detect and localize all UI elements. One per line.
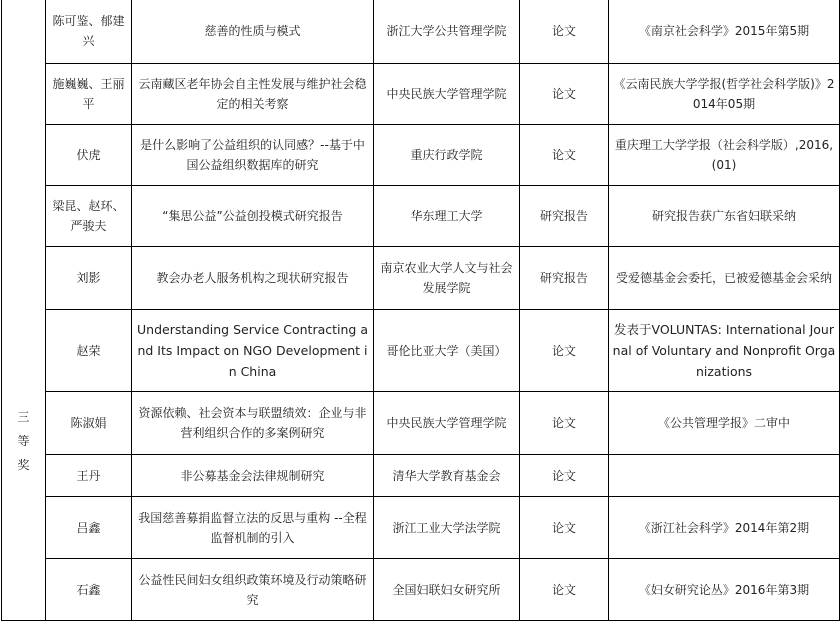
publication-cell: 《妇女研究论丛》2016年第3期 bbox=[609, 559, 840, 621]
publication-cell: 重庆理工大学学报（社会科学版）,2016,(01) bbox=[609, 125, 840, 186]
type-cell: 论文 bbox=[520, 559, 609, 621]
author-cell: 梁昆、赵环、严骏夫 bbox=[46, 186, 132, 247]
table-row bbox=[2, 392, 840, 455]
type-cell: 论文 bbox=[520, 392, 609, 455]
organization-cell: 中央民族大学管理学院 bbox=[374, 64, 520, 125]
publication-cell: 《云南民族大学学报(哲学社会科学版)》2014年05期 bbox=[609, 64, 840, 125]
title-cell: 是什么影响了公益组织的认同感？--基于中国公益组织数据库的研究 bbox=[132, 125, 374, 186]
author-cell: 陈可鉴、郁建兴 bbox=[46, 0, 132, 64]
publication-cell: 发表于VOLUNTAS: International Journal of Voluntary and Nonprofit Organizations bbox=[609, 310, 840, 392]
table-row bbox=[2, 247, 840, 310]
organization-cell: 中央民族大学管理学院 bbox=[374, 392, 520, 455]
table-row bbox=[2, 559, 840, 621]
award-rank-char: 三 bbox=[17, 409, 30, 424]
table-row bbox=[2, 64, 840, 125]
organization-cell: 南京农业大学人文与社会发展学院 bbox=[374, 247, 520, 310]
author-cell: 施巍巍、王丽平 bbox=[46, 64, 132, 125]
table-row bbox=[2, 455, 840, 497]
awards-table bbox=[1, 0, 840, 621]
type-cell: 论文 bbox=[520, 455, 609, 497]
publication-cell: 《公共管理学报》二审中 bbox=[609, 392, 840, 455]
type-cell: 论文 bbox=[520, 0, 609, 64]
organization-cell: 哥伦比亚大学（美国） bbox=[374, 310, 520, 392]
publication-cell: 受爱德基金会委托，已被爱德基金会采纳 bbox=[609, 247, 840, 310]
type-cell: 研究报告 bbox=[520, 247, 609, 310]
organization-cell: 浙江工业大学法学院 bbox=[374, 497, 520, 559]
author-cell: 刘影 bbox=[46, 247, 132, 310]
award-rank-char: 奖 bbox=[17, 457, 30, 472]
author-cell: 陈淑娟 bbox=[46, 392, 132, 455]
organization-cell: 重庆行政学院 bbox=[374, 125, 520, 186]
author-cell: 伏虎 bbox=[46, 125, 132, 186]
publication-cell bbox=[609, 455, 840, 497]
title-cell: 教会办老人服务机构之现状研究报告 bbox=[132, 247, 374, 310]
title-cell: 慈善的性质与模式 bbox=[132, 0, 374, 64]
table-row bbox=[2, 310, 840, 392]
publication-cell: 《浙江社会科学》2014年第2期 bbox=[609, 497, 840, 559]
award-rank-char: 等 bbox=[17, 433, 30, 448]
organization-cell: 华东理工大学 bbox=[374, 186, 520, 247]
organization-cell: 全国妇联妇女研究所 bbox=[374, 559, 520, 621]
publication-cell: 研究报告获广东省妇联采纳 bbox=[609, 186, 840, 247]
author-cell: 王丹 bbox=[46, 455, 132, 497]
author-cell: 吕鑫 bbox=[46, 497, 132, 559]
author-cell: 赵荣 bbox=[46, 310, 132, 392]
title-cell: 云南藏区老年协会自主性发展与维护社会稳定的相关考察 bbox=[132, 64, 374, 125]
title-cell: 公益性民间妇女组织政策环境及行动策略研究 bbox=[132, 559, 374, 621]
title-cell: “集思公益”公益创投模式研究报告 bbox=[132, 186, 374, 247]
author-cell: 石鑫 bbox=[46, 559, 132, 621]
title-cell: 非公募基金会法律规制研究 bbox=[132, 455, 374, 497]
organization-cell: 清华大学教育基金会 bbox=[374, 455, 520, 497]
table-row bbox=[2, 186, 840, 247]
type-cell: 论文 bbox=[520, 497, 609, 559]
publication-cell: 《南京社会科学》2015年第5期 bbox=[609, 0, 840, 64]
title-cell: 我国慈善募捐监督立法的反思与重构 --全程监督机制的引入 bbox=[132, 497, 374, 559]
type-cell: 论文 bbox=[520, 64, 609, 125]
type-cell: 论文 bbox=[520, 310, 609, 392]
type-cell: 研究报告 bbox=[520, 186, 609, 247]
table-row bbox=[2, 125, 840, 186]
award-rank-cell bbox=[2, 0, 46, 621]
type-cell: 论文 bbox=[520, 125, 609, 186]
title-cell: Understanding Service Contracting and Its Impact on NGO Development in China bbox=[132, 310, 374, 392]
table-row bbox=[2, 497, 840, 559]
title-cell: 资源依赖、社会资本与联盟绩效：企业与非营利组织合作的多案例研究 bbox=[132, 392, 374, 455]
organization-cell: 浙江大学公共管理学院 bbox=[374, 0, 520, 64]
table-row bbox=[2, 0, 840, 64]
